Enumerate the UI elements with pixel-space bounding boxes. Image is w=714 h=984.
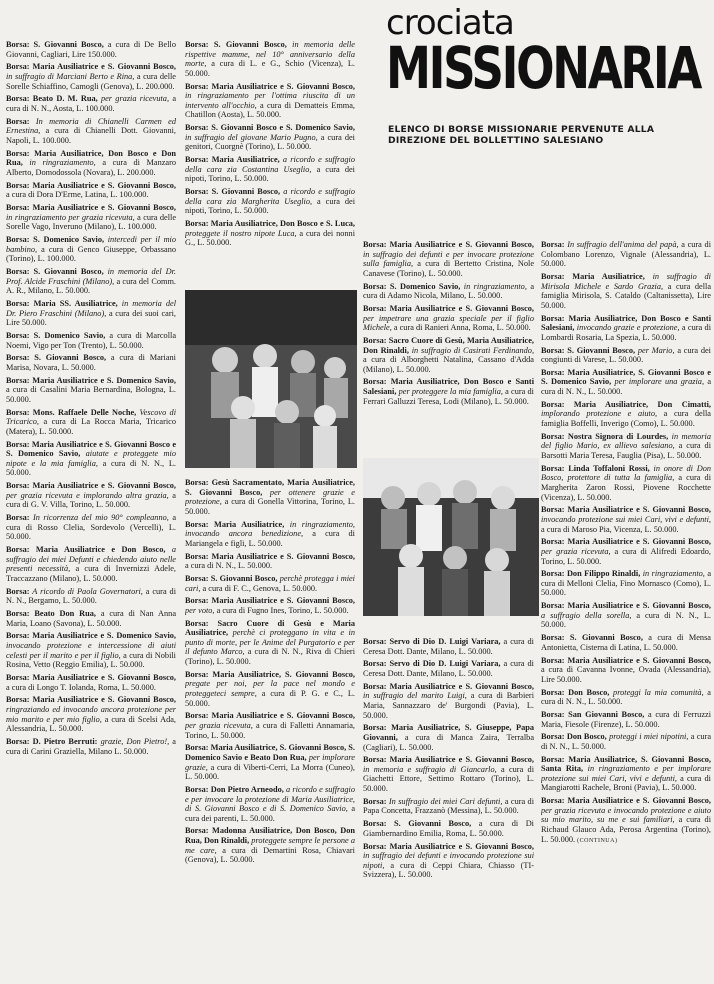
entry-text: a cura di G. V. Villa, Torino, L. 50.000. (6, 490, 176, 510)
entry-text: a cura delle Sorelle Schiaffino, Camogli (Genova), L. 200.000. (6, 71, 176, 91)
entry-it: per Mario, (635, 345, 675, 355)
entry-text: a cura di Ceresa Dott. Dante, Milano, L. 50.000. (363, 637, 534, 656)
entry-it: in ringraziamento per l'ottima riuscita di un intervento all'occhio, (185, 91, 355, 110)
entry-it: invocando grazie e protezione, (574, 323, 680, 333)
borsa-entry (6, 331, 176, 350)
entry-lead: Borsa: Servo di Dio D. Luigi Variara, (363, 659, 501, 669)
entry-lead: Borsa: Maria Ausiliatrice e S. Giovanni Bosco, (6, 180, 176, 190)
entry-it: a suffragio dei miei Defunti e chiedendo aiuto nelle presenti necessità, (6, 545, 176, 574)
entry-text: a cura di Dematteis Emma, Chatillon (Aosta), L. 50.000. (185, 100, 355, 120)
entry-lead: Borsa: Sacro Cuore di Gesù e Maria Ausiliatrice, (185, 618, 355, 638)
borsa-entry (185, 711, 355, 740)
entry-text: a cura dei nipoti, Torino, L. 50.000. (185, 196, 355, 216)
entry-lead: Borsa: S. Giovanni Bosco, (541, 345, 636, 355)
entry-lead: Borsa: Maria Ausiliatrice e S. Giovanni Bosco, (6, 481, 176, 491)
entry-text: a cura di N. N., L. 50.000. (185, 561, 273, 571)
entry-text: a cura di La Rocca Maria, Tricarico (Matera), L. 50.000. (6, 417, 176, 436)
entry-lead: Borsa: Maria Ausiliatrice e S. Giovanni Bosco, (363, 303, 534, 313)
entry-text: a cura di N. N., Aosta, L. 100.000. (6, 94, 176, 113)
entry-lead: Borsa: Maria Ausiliatrice, (541, 271, 645, 281)
entry-text: a cura di Ranieri Anna, Roma, L. 50.000. (391, 323, 531, 333)
borsa-entry (541, 656, 711, 685)
entry-lead: Borsa: (6, 586, 30, 596)
entry-it: a ricordo e suffragio della cara zia Costantina Useglio, (185, 155, 355, 174)
photo-children-2 (363, 458, 539, 616)
entry-text: a cura di Mariani Marisa, Novara, L. 50.000. (6, 353, 176, 372)
entry-text: a cura di N. N., L. 50.000. (541, 610, 711, 630)
entry-text: a cura di Nan Anna Maria, Loano (Savona), L. 50.000. (6, 609, 176, 628)
column-4 (363, 240, 534, 440)
entry-it: per ottenere grazie e protezione, (185, 487, 355, 507)
entry-lead: Borsa: Maria SS. Ausiliatrice, (6, 298, 118, 308)
entry-lead: Borsa: Maria Ausiliatrice e S. Giovanni Bosco, (363, 240, 534, 249)
entry-it: In ricorrenza del mio 90° compleanno, (29, 513, 169, 523)
entry-text: a cura dei genitori, Cuorgnè (Torino), L. 50.000. (185, 132, 355, 152)
entry-text: a cura di Ferrari Galluzzi Teresa, Lodi (Milano), L. 50.000. (363, 387, 534, 406)
borsa-entry (6, 408, 176, 437)
entry-text: a cura di N. N., L. 50.000. (541, 732, 711, 751)
borsa-entry (185, 187, 355, 216)
entry-lead: Borsa: Maria Ausiliatrice, S. Giovanni Bosco, S. Domenico Savio e Beato Don Rua, (185, 743, 355, 762)
entry-lead: Borsa: Maria Ausiliatrice e S. Giovanni Bosco, (541, 796, 711, 806)
entry-lead: Borsa: (363, 796, 387, 806)
entry-text: a cura del Comm. A. R., Milano, L. 50.000. (6, 276, 176, 296)
entry-it: perchè ci proteggano in vita e in punto di morte, per le Anime del Purgatorio e per il defunto Marco, (185, 628, 355, 657)
entry-text: a cura di Manca Zaira, Terralba (Cagliari), L. 50.000. (363, 732, 534, 752)
entry-text: a cura di Adamo Nicola, Milano, L. 50.000. (363, 281, 534, 301)
entry-text: a cura delle Sorelle Vago, Inveruno (Milano), L. 100.000. (6, 212, 176, 232)
photo-image-1 (185, 290, 357, 468)
entry-lead: Borsa: Maria Ausiliatrice e S. Domenico Savio, (6, 631, 176, 641)
borsa-entry (541, 796, 711, 846)
borsa-entry (6, 673, 176, 692)
borsa-entry (363, 637, 534, 656)
borsa-entry (185, 123, 355, 152)
entry-it: invocando protezione sui miei Cari, vivi e defunti, (541, 514, 711, 524)
entry-text: a cura di Melloni Clelia, Fino Mornasco (Como), L. 50.000. (541, 569, 711, 598)
entry-it: In memoria di Chianelli Carmen ed Ernestina, (6, 116, 176, 136)
borsa-entry (185, 596, 355, 615)
entry-it: in memoria delle rispettive mamme, nel 10° anniversario della morte, (185, 40, 355, 69)
borsa-entry (6, 94, 176, 113)
borsa-entry (541, 732, 711, 751)
entry-lead: Borsa: Don Bosco, (541, 732, 607, 742)
entry-lead: Borsa: Maria Ausiliatrice e S. Giovanni Bosco, (363, 755, 534, 765)
entry-lead: Borsa: Maria Ausiliatrice e S. Giovanni Bosco, (541, 601, 711, 611)
entry-it: in suffragio del giovane Mario Pugno, (185, 132, 318, 142)
entry-text: a cura di Colombano Lorenzo, Vignale (Alessandria), L. 50.000. (541, 240, 711, 269)
entry-lead: Borsa: Don Pietro Arneodo, (185, 784, 284, 794)
entry-it: per grazia ricevuta, (541, 546, 611, 556)
entry-it: invocando protezione e intercessione di aiuti celesti per il marito e per il figlio, (6, 641, 176, 660)
borsa-entry (185, 552, 355, 571)
borsa-entry (185, 219, 355, 248)
borsa-entry (541, 346, 711, 365)
entry-it: pregate per noi, per la pace nel mondo e proteggeteci sempre, (185, 679, 355, 698)
entry-text: a cura di Rosso Clelia, Sordevolo (Vercelli), L. 50.000. (6, 513, 176, 542)
entry-text: a cura di N. N., L. 50.000. (541, 687, 711, 707)
entry-text: a cura di Gonella Vittorina, Torino, L. 50.000. (185, 497, 355, 516)
entry-text: a cura di Mangiarotti Rachele, Broni (Pavia), L. 50.000. (541, 773, 711, 793)
borsa-entry (363, 842, 534, 880)
entry-text: a cura di Genco Giuseppe, Orbassano (Torino), L. 100.000. (6, 244, 176, 264)
entry-lead: Borsa: S. Domenico Savio, (363, 281, 461, 291)
entry-lead: Borsa: S. Giovanni Bosco, (185, 40, 287, 49)
column-5 (363, 637, 534, 980)
entry-it: per impetrare una grazia speciale per il figlio Michele, (363, 313, 534, 333)
entry-lead: Borsa: Nostra Signora di Lourdes, (541, 431, 669, 441)
entry-text: a cura dei nonni G., L. 50.000. (185, 228, 355, 248)
entry-text: a cura di Invernizzi Adele, Traccazzano (Milano), L. 50.000. (6, 564, 176, 583)
entry-text: a cura di Falletti Annamaria, Torino, L. 50.000. (185, 720, 355, 740)
borsa-entry (6, 609, 176, 628)
borsa-entry (541, 755, 711, 793)
entry-it: in suffragio dei defunti e per invocare protezione sulla famiglia, (363, 249, 534, 269)
entry-it: in suffragio di Mirisola Michele e Sardo Grazia, (541, 271, 711, 291)
entry-text: a cura di Fugno Ines, Torino, L. 50.000. (214, 605, 349, 615)
entry-lead: Borsa: Maria Ausiliatrice e S. Giovanni Bosco, (185, 551, 355, 561)
entry-it: in memoria del Dr. Prof. Alcide Fraschini (Milano), (6, 266, 176, 286)
entry-text: a cura di Chianelli Dott. Giovanni, Napoli, L. 100.000. (6, 126, 176, 145)
borsa-entry (541, 505, 711, 534)
entry-it: intercedi per il mio bambino, (6, 235, 176, 254)
entry-lead: Borsa: Maria Ausiliatrice e S. Domenico Savio, (6, 375, 176, 385)
entry-text: a cura di Demartini Rosa, Chiavari (Genova), L. 50.000. (185, 845, 355, 865)
borsa-entry (6, 376, 176, 405)
entry-text: a cura di Dora D'Erme, Latina, L. 100.000. (6, 190, 149, 200)
borsa-entry (6, 481, 176, 510)
borsa-entry (6, 40, 176, 59)
entry-text: a cura di Marcolla Noemi, Vigo per Ton (Trento), L. 50.000. (6, 330, 176, 350)
entry-text: a cura dei suoi cari, Lire 50.000. (6, 308, 176, 328)
entry-it: in ringraziamento, (460, 281, 527, 291)
entry-text: a cura di Viberti-Cerri, La Morra (Cuneo), L. 50.000. (185, 762, 355, 782)
entry-lead: Borsa: Maria Ausiliatrice, (185, 155, 280, 165)
entry-lead: Borsa: Maria Ausiliatrice e S. Giovanni Bosco, (363, 841, 534, 851)
entry-it: in memoria del Dr. Piero Fraschini (Milano), (6, 298, 176, 318)
entry-text: a cura di Alborghetti Natalina, Cassano d'Adda (Milano), L. 50.000. (363, 355, 534, 374)
entry-text: a cura di Barbieri Maria, Sannazzaro de' Burgondi (Pavia), L. 50.000. (363, 691, 534, 720)
borsa-entry (541, 633, 711, 652)
entry-it: in memoria del figlio Mario, ex allievo salesiano, (541, 431, 711, 451)
entry-lead: Borsa: S. Giovanni Bosco, (6, 266, 104, 276)
borsa-entry (6, 631, 176, 669)
borsa-entry (6, 587, 176, 606)
entry-lead: Borsa: Maria Ausiliatrice e S. Giovanni Bosco, (6, 672, 176, 682)
entry-it: in ringraziamento, (22, 158, 96, 168)
entry-it: grazie, Don Pietro!, (97, 736, 170, 746)
entry-lead: Borsa: (541, 240, 565, 249)
entry-text: a cura di Cavanna Ivonne, Ovada (Alessandria), Lire 50.000. (541, 665, 711, 684)
entry-lead: Borsa: S. Giovanni Bosco, (541, 633, 643, 643)
borsa-entry (6, 513, 176, 542)
borsa-entry (6, 117, 176, 146)
entry-it: in onore di Don Bosco, protettore di tutta la famiglia, (541, 463, 711, 483)
entry-lead: Borsa: Maria Ausiliatrice, S. Giovanni Bosco e S. Domenico Savio, (541, 367, 711, 387)
borsa-entry (541, 368, 711, 397)
borsa-entry (541, 569, 711, 598)
entry-lead: Borsa: Madonna Ausiliatrice, Don Bosco, Don Rua, Don Rinaldi, (185, 826, 355, 846)
borsa-entry (541, 314, 711, 343)
entry-it: Vescovo di Tricarico, (6, 407, 176, 427)
entry-text: a cura della famiglia Boffelli, Inverigo (Como), L. 50.000. (541, 409, 711, 429)
borsa-entry (185, 785, 355, 823)
entry-lead: Borsa: Don Filippo Rinaldi, (541, 569, 641, 579)
borsa-entry (6, 440, 176, 478)
entry-lead: Borsa: S. Giovanni Bosco, (185, 573, 278, 583)
entry-text: a cura di Di Giambernardino Emilia, Roma, L. 50.000. (363, 819, 534, 838)
entry-lead: Borsa: Maria Ausiliatrice e S. Giovanni Bosco, (541, 655, 711, 665)
borsa-entry (6, 353, 176, 372)
entry-it: proteggete sempre le persone a me care, (185, 836, 355, 855)
entry-lead: Borsa: Beato Don Rua, (6, 609, 96, 619)
borsa-entry (541, 272, 711, 310)
masthead-title-top: crociata (386, 3, 514, 43)
borsa-entry (185, 574, 355, 593)
entry-it: a ricordo e suffragio e per invocare la protezione di Maria Ausiliatrice, di S. Giovanni Bosco e di S. Domenico Savio, (185, 784, 355, 814)
entry-it: in memoria e suffragio di Giancarlo, (363, 764, 497, 774)
borsa-entry (6, 737, 176, 756)
entry-cont: (CONTINUA) (575, 837, 618, 844)
entry-lead: Borsa: D. Pietro Berruti: (6, 736, 98, 746)
entry-it: implorando protezione e aiuto, (541, 409, 658, 419)
entry-text: a cura di L. e G., Schio (Vicenza), L. 50.000. (185, 59, 355, 78)
entry-lead: Borsa: Linda Toffaloni Rossi, (541, 463, 650, 473)
entry-it: in suffragio del marito Luigi, (363, 691, 467, 701)
borsa-entry (185, 520, 355, 549)
borsa-entry (185, 826, 355, 864)
entry-it: per grazia ricevuta, (97, 94, 170, 104)
entry-it: perchè protegga i miei cari, (185, 573, 355, 593)
entry-it: in ringraziamento, invocando ancora benedizione, (185, 519, 355, 539)
entry-lead: Borsa: Maria Ausiliatrice, Don Bosco e Santi Salesiani, (541, 313, 711, 333)
borsa-entry (185, 478, 355, 516)
column-2 (185, 40, 355, 290)
entry-text: a cura dei congiunti di Varese, L. 50.000. (541, 345, 711, 365)
entry-it: aiutate e proteggete mio nipote e la mia famiglia, (6, 449, 176, 468)
entry-text: a cura di Longo T. Iolanda, Roma, L. 50.000. (6, 682, 156, 692)
borsa-entry (6, 235, 176, 264)
entry-it: per voto, (185, 605, 215, 615)
entry-text: a cura di Margherita Zaron Rossi, Piovene Rocchette (Vicenza), L. 50.000. (541, 473, 711, 502)
entry-lead: Borsa: Maria Ausiliatrice e S. Giovanni Bosco, (185, 81, 355, 91)
borsa-entry (185, 155, 355, 184)
entry-lead: Borsa: Mons. Raffaele Delle Noche, (6, 407, 137, 417)
entry-lead: Borsa: S. Giovanni Bosco, (6, 353, 107, 363)
entry-lead: Borsa: Maria Ausiliatrice, S. Giovanni Bosco, (185, 669, 355, 679)
borsa-entry (363, 797, 534, 816)
entry-text: a cura di N. N., Riva di Chieri (Torino), L. 50.000. (185, 647, 355, 667)
borsa-entry (541, 432, 711, 461)
entry-text: a cura di Lombardi Rosaria, La Spezia, L. 50.000. (541, 323, 711, 342)
entry-text: a cura di Barsotti Maria Teresa, Fauglia (Pisa), L. 50.000. (541, 441, 711, 460)
entry-lead: Borsa: (6, 513, 30, 523)
entry-lead: Borsa: S. Domenico Savio, (6, 330, 106, 340)
entry-text: a cura di De Bello Giovanni, Cagliari, Lire 150.000. (6, 40, 176, 59)
masthead (386, 3, 712, 156)
entry-text: a cura di Ceppi Chiara, Chiasso (TI-Svizzera), L. 50.000. (363, 860, 534, 880)
entry-it: per grazia ricevuta, (185, 720, 253, 730)
entry-it: proteggi i miei nipotini, (606, 732, 689, 742)
entry-lead: Borsa: Maria Ausiliatrice e S. Giovanni Bosco, (6, 203, 176, 213)
column-1 (6, 40, 176, 980)
column-6 (541, 240, 711, 980)
borsa-entry (363, 659, 534, 678)
entry-lead: Borsa: S. Giovanni Bosco, (363, 819, 472, 829)
entry-it: per implorare una grazia, (611, 377, 705, 387)
entry-it: proteggi la mia comunità, (609, 687, 704, 697)
entry-lead: Borsa: (6, 116, 30, 126)
entry-lead: Borsa: Sacro Cuore di Gesù, Maria Ausiliatrice, Don Rinaldi, (363, 335, 534, 355)
entry-lead: Borsa: Maria Ausiliatrice, (185, 519, 285, 529)
entry-text: a cura di Alifredi Edoardo, Torino, L. 50.000. (541, 546, 711, 566)
entry-lead: Borsa: S. Giovanni Bosco e S. Domenico Savio, (185, 123, 355, 133)
entry-text: a cura di Ferruzzi Maria, Fiesole (Firenze), L. 50.000. (541, 709, 711, 729)
entry-lead: Borsa: Maria Ausiliatrice e S. Giovanni Bosco, (185, 711, 355, 721)
entry-lead: Borsa: Gesù Sacramentato, Maria Ausiliatrice, S. Giovanni Bosco, (185, 478, 355, 497)
borsa-entry (363, 336, 534, 374)
entry-lead: Borsa: S. Domenico Savio, (6, 235, 105, 244)
borsa-entry (6, 203, 176, 232)
entry-it: a ricordo e suffragio della cara zia Margherita Useglio, (185, 187, 355, 206)
entry-text: a cura di P. G. e C., L. 50.000. (185, 689, 355, 708)
entry-lead: Borsa: Maria Ausiliatrice, S. Giuseppe, Papa Giovanni, (363, 723, 534, 742)
entry-it: in ringraziamento e per implorare protezione sui miei Cari, vivi e defunti, (541, 764, 711, 783)
entry-it: In suffragio dei miei Cari defunti, (386, 796, 503, 806)
entry-lead: Borsa: S. Giovanni Bosco, (6, 40, 104, 49)
entry-it: in suffragio di Marciani Berto e Rina, (6, 71, 135, 81)
entry-text: a cura di Maroso Pia, Vicenza, L. 50.000. (541, 524, 679, 534)
entry-it: per implorare grazie, (185, 752, 355, 772)
entry-lead: Borsa: S. Giovanni Bosco, (185, 187, 281, 197)
entry-text: a cura dei nipoti, Torino, L. 50.000. (185, 164, 355, 184)
borsa-entry (363, 240, 534, 278)
entry-lead: Borsa: San Giovanni Bosco, (541, 709, 645, 719)
borsa-entry (185, 619, 355, 667)
entry-lead: Borsa: Maria Ausiliatrice e Don Bosco, (6, 545, 166, 555)
borsa-entry (185, 743, 355, 781)
entry-lead: Borsa: Beato D. M. Rua, (6, 94, 98, 104)
photo-children-1 (185, 290, 357, 468)
entry-text: a cura di Carini Graziella, Milano L. 50.000. (6, 736, 176, 756)
borsa-entry (6, 267, 176, 296)
entry-text: a cura di Bertetto Cristina, Nole Canavese (Torino), L. 50.000. (363, 259, 534, 278)
entry-it: in suffragio dei defunti e invocando protezione sui nipoti, (363, 851, 534, 870)
borsa-entry (541, 601, 711, 630)
entry-lead: Borsa: Maria Ausiliatrice e S. Giovanni Bosco, (6, 62, 176, 72)
borsa-entry (6, 695, 176, 733)
entry-it: per proteggere la mia famiglia, (396, 387, 503, 397)
entry-lead: Borsa: Servo di Dio D. Luigi Variara, (363, 637, 501, 646)
entry-it: in ringraziamento, (640, 569, 705, 579)
entry-text: a cura di F. C., Genova, L. 50.000. (200, 583, 318, 593)
masthead-title-main: MISSIONARIA (386, 34, 701, 102)
borsa-entry (363, 377, 534, 406)
entry-it: proteggete il nostro nipote Luca, (185, 228, 297, 238)
borsa-entry (363, 755, 534, 793)
borsa-entry (6, 299, 176, 328)
borsa-entry (541, 240, 711, 269)
borsa-entry (541, 464, 711, 502)
borsa-entry (541, 688, 711, 707)
entry-it: per grazia ricevuta e implorando altra grazia, (6, 490, 169, 500)
borsa-entry (185, 40, 355, 78)
entry-text: a cura di Papa Concetta, Frazzanò (Messina), L. 50.000. (363, 796, 534, 816)
borsa-entry (185, 82, 355, 120)
borsa-entry (363, 819, 534, 838)
borsa-entry (541, 400, 711, 429)
borsa-entry (6, 181, 176, 200)
entry-it: A ricordo di Paola Governatori, (29, 586, 143, 596)
entry-lead: Borsa: Don Bosco, (541, 687, 610, 697)
entry-lead: Borsa: Maria Ausiliatrice, Don Bosco e Don Rua, (6, 148, 176, 168)
entry-text: a cura di Ceresa Dott. Dante, Milano, L. 50.000. (363, 659, 534, 678)
entry-lead: Borsa: Maria Ausiliatrice, Don Bosco e Santi Salesiani, (363, 377, 534, 397)
entry-lead: Borsa: Maria Ausiliatrice, Don Cimatti, (541, 399, 711, 409)
entry-text: a cura di Giachetti Ettore, Settimo Rottaro (Torino), L. 50.000. (363, 764, 534, 794)
entry-lead: Borsa: Maria Ausiliatrice, Don Bosco e S. Luca, (185, 219, 355, 229)
borsa-entry (363, 282, 534, 301)
borsa-entry (185, 670, 355, 708)
entry-text: a cura di Casalini Maria Bernardina, Bologna, L. 50.000. (6, 385, 176, 404)
borsa-entry (363, 723, 534, 752)
entry-lead: Borsa: Maria Ausiliatrice e S. Giovanni Bosco, (6, 695, 176, 705)
entry-text: a cura di Scelsi Ada, Alessandria, L. 50.000. (6, 714, 176, 734)
photo-image-2 (363, 458, 539, 616)
borsa-entry (541, 537, 711, 566)
entry-text: a cura della famiglia Mirisola, S. Cataldo (Caltanissetta), Lire 50.000. (541, 281, 711, 310)
entry-lead: Borsa: Maria Ausiliatrice, S. Giovanni Bosco, Santa Rita, (541, 754, 711, 774)
borsa-entry (541, 710, 711, 729)
borsa-entry (363, 682, 534, 720)
column-3 (185, 478, 355, 978)
entry-it: per grazia ricevuta e invocando protezione e aiuto su mio marito, su me e sui familiari, (541, 805, 711, 825)
entry-lead: Borsa: Maria Ausiliatrice e S. Giovanni Bosco, (185, 596, 355, 606)
entry-it: In suffragio dell'anima del papà, (564, 240, 679, 249)
entry-it: ringraziando ed invocando ancora protezione per mio marito e per mio figlio, (6, 704, 176, 724)
entry-text: a cura di N. N., L. 50.000. (6, 458, 176, 478)
entry-text: a cura di N. N., L. 50.000. (541, 377, 711, 397)
borsa-entry (363, 304, 534, 333)
entry-text: a cura di Nobili Rosina, Vetto (Reggio Emilia), L. 50.000. (6, 650, 176, 670)
entry-it: in suffragio di Casirati Ferdinando, (408, 345, 534, 355)
masthead-subtitle: ELENCO DI BORSE MISSIONARIE PERVENUTE ALLA DIREZIONE DEL BOLLETTINO SALESIANO (388, 124, 655, 146)
entry-text: a cura di N. N., Bergamo, L. 50.000. (6, 586, 176, 606)
borsa-entry (6, 149, 176, 178)
entry-text: a cura di Mariangela e figli, L. 50.000. (185, 529, 355, 548)
borsa-entry (6, 62, 176, 91)
entry-text: a cura di Manzaro Alberto, Domodossola (Novara), L. 200.000. (6, 158, 176, 177)
entry-it: in ringraziamento per grazia ricevuta, (6, 212, 135, 222)
entry-lead: Borsa: Maria Ausiliatrice e S. Giovanni Bosco e S. Domenico Savio, (6, 439, 176, 459)
entry-lead: Borsa: Maria Ausiliatrice e S. Giovanni Bosco, (541, 505, 711, 515)
entry-lead: Borsa: Maria Ausiliatrice e S. Giovanni Bosco, (541, 537, 711, 547)
entry-text: a cura di Mensa Antonietta, Cisterna di Latina, L. 50.000. (541, 633, 711, 652)
entry-text: a cura di Richaud Glauco Ada, Perosa Argentina (Torino), L. 50.000. (541, 815, 711, 844)
entry-text: a cura dei parenti, L. 50.000. (185, 804, 355, 823)
entry-lead: Borsa: Maria Ausiliatrice e S. Giovanni Bosco, (363, 681, 534, 691)
borsa-entry (6, 545, 176, 583)
entry-it: a suffragio della sorella, (541, 610, 632, 620)
